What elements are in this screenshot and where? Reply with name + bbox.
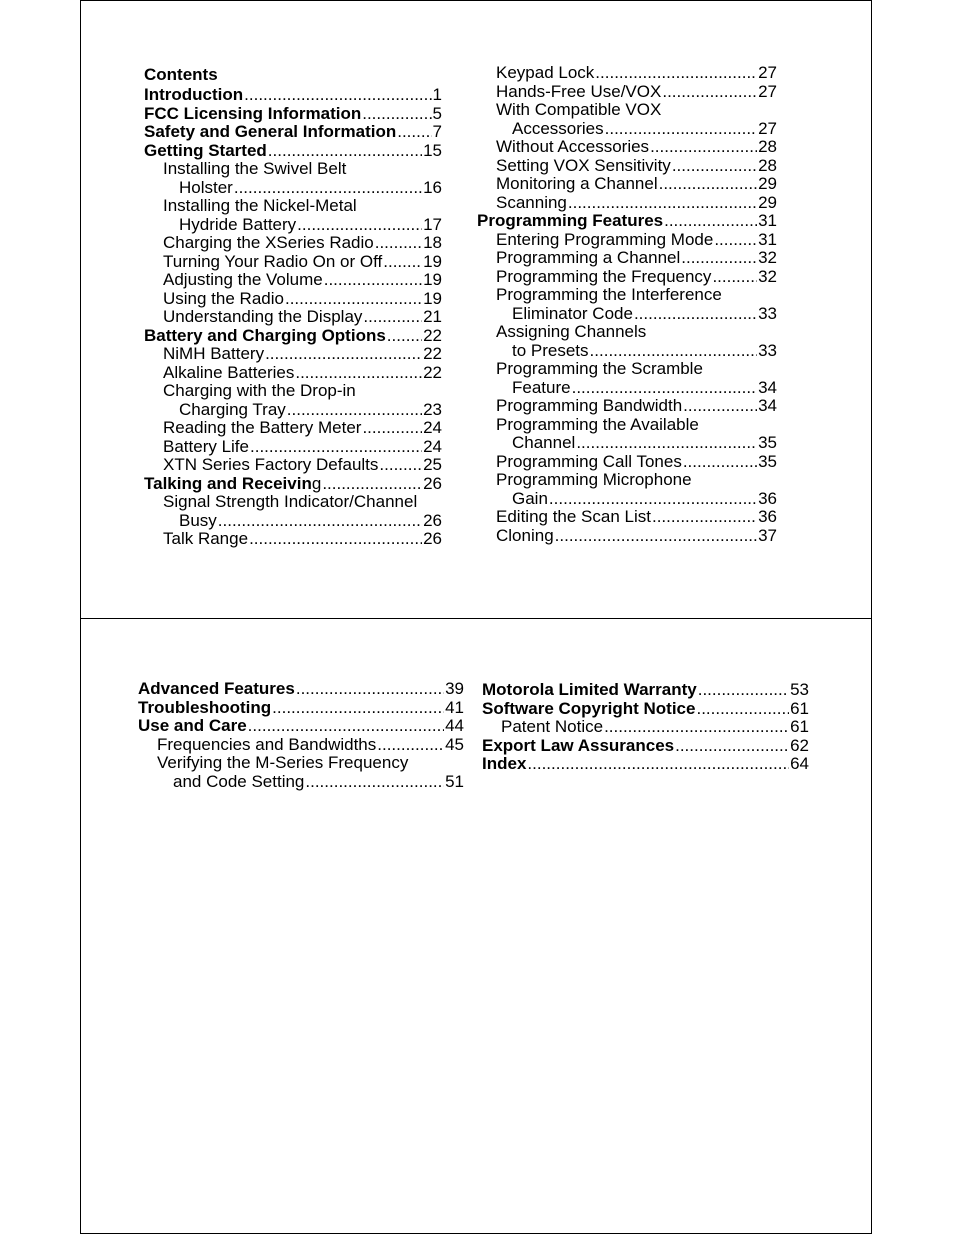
toc-entry-title: Export Law Assurances bbox=[482, 735, 675, 755]
toc-entry-title: NiMH Battery bbox=[163, 344, 265, 363]
toc-entry-title: Hands-Free Use/VOX bbox=[496, 81, 662, 101]
toc-dot-leader bbox=[712, 268, 757, 287]
toc-page-number: 21 bbox=[423, 307, 442, 326]
toc-chapter-entry[interactable] bbox=[482, 681, 809, 700]
toc-section-entry[interactable] bbox=[144, 234, 442, 253]
toc-page-number: 51 bbox=[445, 771, 464, 791]
toc-dot-leader bbox=[285, 290, 422, 309]
toc-dot-leader bbox=[549, 490, 757, 509]
toc-page-number: 19 bbox=[423, 251, 442, 271]
toc-dot-leader bbox=[363, 308, 422, 327]
toc-dot-leader bbox=[265, 345, 422, 364]
toc-entry-continued[interactable]: Installing the Swivel Belt bbox=[163, 159, 347, 178]
toc-dot-leader bbox=[244, 86, 431, 105]
toc-page-number: 31 bbox=[758, 211, 777, 230]
toc-page-number: 31 bbox=[758, 229, 777, 249]
toc-chapter-entry[interactable] bbox=[482, 755, 809, 774]
toc-page-number: 32 bbox=[758, 266, 777, 286]
toc-dot-leader bbox=[555, 527, 757, 546]
toc-entry-continued[interactable]: Programming the Scramble bbox=[496, 359, 703, 378]
toc-dot-leader bbox=[387, 327, 422, 346]
toc-column-right-bottom bbox=[482, 681, 809, 774]
toc-entry-title: Programming Call Tones bbox=[496, 451, 682, 471]
toc-entry-title: Using the Radio bbox=[163, 288, 284, 308]
toc-dot-leader bbox=[650, 138, 757, 157]
toc-page-number: 15 bbox=[423, 140, 442, 160]
toc-entry-title: Talking and Receiving bbox=[144, 473, 322, 493]
toc-dot-leader bbox=[664, 212, 757, 231]
toc-dot-leader bbox=[714, 231, 757, 250]
toc-page-number: 27 bbox=[758, 118, 777, 138]
toc-dot-leader bbox=[659, 175, 757, 194]
toc-entry-title: Gain bbox=[512, 488, 548, 508]
toc-chapter-entry[interactable] bbox=[138, 680, 464, 699]
toc-section-entry[interactable] bbox=[144, 456, 442, 475]
toc-page-number: 32 bbox=[758, 248, 777, 267]
toc-page-number: 33 bbox=[758, 340, 777, 360]
toc-dot-leader bbox=[683, 453, 757, 472]
toc-entry-title: Setting VOX Sensitivity bbox=[496, 155, 671, 175]
toc-section-entry[interactable] bbox=[144, 253, 442, 272]
toc-page-number: 18 bbox=[423, 233, 442, 252]
toc-entry-title: Turning Your Radio On or Off bbox=[163, 251, 383, 271]
toc-section-entry[interactable] bbox=[144, 530, 442, 549]
toc-dot-leader bbox=[634, 305, 757, 324]
toc-dot-leader bbox=[322, 475, 422, 494]
toc-page-number: 61 bbox=[790, 698, 809, 718]
toc-section-entry[interactable] bbox=[144, 345, 442, 364]
toc-page-number: 36 bbox=[758, 507, 777, 526]
toc-page-number: 34 bbox=[758, 377, 777, 397]
toc-page-number: 22 bbox=[423, 344, 442, 363]
toc-page-number: 36 bbox=[758, 488, 777, 508]
toc-section-entry[interactable] bbox=[477, 120, 777, 139]
toc-entry-title: Software Copyright Notice bbox=[482, 698, 696, 718]
toc-page-number: 19 bbox=[423, 270, 442, 289]
toc-section-entry[interactable] bbox=[477, 434, 777, 453]
toc-column-left-bottom bbox=[138, 680, 464, 791]
toc-entry-title: Holster bbox=[179, 177, 233, 197]
toc-entry-title: Adjusting the Volume bbox=[163, 270, 323, 289]
toc-dot-leader bbox=[681, 249, 757, 268]
toc-entry-title: Eliminator Code bbox=[512, 303, 633, 323]
toc-page-number: 26 bbox=[423, 529, 442, 548]
toc-section-entry[interactable] bbox=[477, 490, 777, 509]
toc-entry-title: Scanning bbox=[496, 192, 567, 212]
toc-section-entry[interactable] bbox=[144, 438, 442, 457]
toc-chapter-entry[interactable] bbox=[144, 475, 442, 494]
toc-entry-continued[interactable]: Verifying the M-Series Frequency bbox=[157, 753, 409, 772]
toc-chapter-entry[interactable] bbox=[144, 327, 442, 346]
toc-entry-title: Programming Features bbox=[477, 211, 664, 230]
toc-entry-title: Motorola Limited Warranty bbox=[482, 680, 697, 699]
toc-section-entry[interactable] bbox=[477, 194, 777, 213]
toc-section-entry[interactable] bbox=[144, 216, 442, 235]
toc-chapter-entry[interactable] bbox=[482, 700, 809, 719]
toc-section-entry[interactable] bbox=[477, 453, 777, 472]
toc-dot-leader bbox=[377, 736, 444, 755]
toc-entry-title: Understanding the Display bbox=[163, 307, 363, 326]
toc-section-entry[interactable] bbox=[482, 718, 809, 737]
toc-entry-continued[interactable]: Installing the Nickel-Metal bbox=[163, 196, 357, 215]
toc-dot-leader bbox=[250, 438, 422, 457]
toc-dot-leader bbox=[272, 699, 444, 718]
toc-page-number: 37 bbox=[758, 525, 777, 545]
toc-dot-leader bbox=[576, 434, 757, 453]
toc-section-entry[interactable] bbox=[477, 231, 777, 250]
toc-dot-leader bbox=[662, 83, 757, 102]
toc-section-entry[interactable] bbox=[477, 157, 777, 176]
toc-dot-leader bbox=[287, 401, 422, 420]
toc-entry-continued[interactable]: Programming the Available bbox=[496, 414, 699, 434]
toc-page-number: 16 bbox=[423, 177, 442, 197]
toc-entry-title: FCC Licensing Information bbox=[144, 103, 362, 123]
toc-column-left-top bbox=[144, 64, 442, 549]
toc-page-number: 22 bbox=[423, 362, 442, 382]
toc-page-number: 64 bbox=[790, 754, 809, 773]
toc-entry-title: Programming the Frequency bbox=[496, 266, 712, 286]
toc-entry-title: Safety and General Information bbox=[144, 122, 397, 141]
toc-section-entry[interactable] bbox=[144, 271, 442, 290]
toc-section-entry[interactable] bbox=[477, 249, 777, 268]
toc-entry-title: and Code Setting bbox=[173, 771, 305, 791]
toc-entry-continued[interactable]: With Compatible VOX bbox=[496, 100, 662, 119]
toc-dot-leader bbox=[605, 120, 757, 139]
toc-page-number: 19 bbox=[423, 288, 442, 308]
toc-page-number: 44 bbox=[445, 716, 464, 735]
toc-dot-leader bbox=[604, 718, 789, 737]
toc-entry-continued[interactable]: Signal Strength Indicator/Channel bbox=[163, 492, 418, 511]
toc-page-number: 27 bbox=[758, 63, 777, 82]
toc-dot-leader bbox=[590, 342, 758, 361]
toc-page-number: 24 bbox=[423, 436, 442, 456]
toc-entry-title: Battery and Charging Options bbox=[144, 325, 386, 345]
toc-section-entry[interactable] bbox=[138, 773, 464, 792]
toc-dot-leader bbox=[375, 234, 422, 253]
toc-chapter-entry[interactable] bbox=[144, 142, 442, 161]
toc-dot-leader bbox=[268, 142, 422, 161]
toc-dot-leader bbox=[675, 737, 789, 756]
toc-dot-leader bbox=[595, 64, 757, 83]
toc-page-number: 41 bbox=[445, 697, 464, 717]
toc-entry-title: Programming Bandwidth bbox=[496, 396, 683, 415]
toc-section-entry[interactable] bbox=[477, 379, 777, 398]
toc-entry-title: Getting Started bbox=[144, 140, 267, 160]
toc-dot-leader bbox=[397, 123, 431, 142]
toc-dot-leader bbox=[324, 271, 422, 290]
toc-dot-leader bbox=[683, 397, 757, 416]
toc-page-number: 25 bbox=[423, 455, 442, 474]
toc-page-number: 28 bbox=[758, 155, 777, 175]
toc-dot-leader bbox=[296, 680, 444, 699]
toc-entry-title: Hydride Battery bbox=[179, 214, 297, 234]
toc-dot-leader bbox=[234, 179, 422, 198]
toc-page-number: 29 bbox=[758, 174, 777, 193]
toc-chapter-entry[interactable] bbox=[482, 737, 809, 756]
toc-section-entry[interactable] bbox=[477, 342, 777, 361]
toc-section-entry[interactable] bbox=[144, 419, 442, 438]
toc-section-entry[interactable] bbox=[477, 527, 777, 546]
toc-entry-title: Advanced Features bbox=[138, 679, 295, 698]
toc-dot-leader bbox=[362, 105, 431, 124]
toc-page-number: 26 bbox=[423, 473, 442, 493]
toc-entry-continued[interactable]: Assigning Channels bbox=[496, 322, 647, 341]
toc-page-number: 17 bbox=[423, 214, 442, 234]
toc-chapter-entry[interactable] bbox=[144, 123, 442, 142]
toc-page-number: 29 bbox=[758, 192, 777, 212]
toc-section-entry[interactable] bbox=[144, 401, 442, 420]
toc-page-number: 33 bbox=[758, 303, 777, 323]
toc-dot-leader bbox=[249, 530, 422, 549]
toc-entry-title: Reading the Battery Meter bbox=[163, 418, 362, 437]
toc-page-number: 34 bbox=[758, 396, 777, 415]
toc-dot-leader bbox=[379, 456, 422, 475]
toc-dot-leader bbox=[527, 755, 789, 774]
toc-entry-continued[interactable]: Charging with the Drop-in bbox=[163, 381, 356, 400]
toc-page-number: 24 bbox=[423, 418, 442, 437]
toc-chapter-entry[interactable] bbox=[477, 212, 777, 231]
toc-section-entry[interactable] bbox=[477, 508, 777, 527]
toc-section-entry[interactable] bbox=[477, 397, 777, 416]
toc-section-entry[interactable] bbox=[477, 138, 777, 157]
toc-section-entry[interactable] bbox=[144, 512, 442, 531]
toc-entry-title: Monitoring a Channel bbox=[496, 174, 658, 193]
toc-page-number: 22 bbox=[423, 325, 442, 345]
toc-page-number: 35 bbox=[758, 433, 777, 452]
toc-entry-title: Troubleshooting bbox=[138, 697, 272, 717]
toc-entry-title: Charging Tray bbox=[179, 399, 286, 419]
toc-section-entry[interactable] bbox=[138, 736, 464, 755]
toc-dot-leader bbox=[652, 508, 757, 527]
toc-page-number: 61 bbox=[790, 717, 809, 736]
toc-entry-title: Introduction bbox=[144, 85, 244, 104]
toc-section-entry[interactable] bbox=[144, 290, 442, 309]
toc-dot-leader bbox=[572, 379, 757, 398]
toc-section-entry[interactable] bbox=[144, 308, 442, 327]
toc-entry-title: Cloning bbox=[496, 525, 554, 545]
toc-page-number: 7 bbox=[432, 122, 442, 141]
toc-entry-title: Programming a Channel bbox=[496, 248, 681, 267]
toc-dot-leader bbox=[698, 681, 789, 700]
toc-page-number: 53 bbox=[790, 680, 809, 699]
toc-page-number: 1 bbox=[432, 85, 442, 104]
toc-page-number: 26 bbox=[423, 510, 442, 530]
toc-entry-title: Talk Range bbox=[163, 529, 249, 548]
toc-chapter-entry[interactable] bbox=[138, 717, 464, 736]
toc-page-number: 62 bbox=[790, 735, 809, 755]
toc-page-number: 45 bbox=[445, 734, 464, 754]
toc-dot-leader bbox=[696, 700, 789, 719]
toc-entry-title: XTN Series Factory Defaults bbox=[163, 455, 379, 474]
toc-section-entry[interactable] bbox=[144, 179, 442, 198]
toc-page-number: 27 bbox=[758, 81, 777, 101]
toc-dot-leader bbox=[672, 157, 757, 176]
toc-page-number: 5 bbox=[432, 103, 442, 123]
toc-page-number: 39 bbox=[445, 679, 464, 698]
toc-section-entry[interactable] bbox=[144, 364, 442, 383]
toc-section-entry[interactable] bbox=[477, 268, 777, 287]
toc-entry-title: Index bbox=[482, 754, 527, 773]
toc-section-entry[interactable] bbox=[477, 64, 777, 83]
toc-chapter-entry[interactable] bbox=[144, 86, 442, 105]
toc-page-number: 35 bbox=[758, 451, 777, 471]
toc-entry-continued[interactable]: Programming the Interference bbox=[496, 285, 722, 304]
toc-dot-leader bbox=[248, 717, 444, 736]
toc-entry-title: Editing the Scan List bbox=[496, 507, 651, 526]
contents-heading: Contents bbox=[144, 65, 218, 84]
toc-page-number: 28 bbox=[758, 137, 777, 156]
toc-entry-title: to Presets bbox=[512, 340, 589, 360]
toc-chapter-entry[interactable] bbox=[138, 699, 464, 718]
toc-entry-title: Keypad Lock bbox=[496, 63, 595, 82]
toc-entry-title: Battery Life bbox=[163, 436, 249, 456]
toc-entry-title: Without Accessories bbox=[496, 137, 650, 156]
toc-entry-title: Patent Notice bbox=[501, 717, 604, 736]
toc-dot-leader bbox=[362, 419, 422, 438]
toc-entry-title: Alkaline Batteries bbox=[163, 362, 295, 382]
toc-entry-continued[interactable]: Programming Microphone bbox=[496, 470, 692, 489]
toc-entry-title: Frequencies and Bandwidths bbox=[157, 734, 377, 754]
toc-section-entry[interactable] bbox=[477, 175, 777, 194]
toc-dot-leader bbox=[568, 194, 757, 213]
toc-section-entry[interactable] bbox=[477, 305, 777, 324]
toc-chapter-entry[interactable] bbox=[144, 105, 442, 124]
toc-column-right-top bbox=[477, 64, 777, 545]
toc-entry-title: Busy bbox=[179, 510, 217, 530]
toc-dot-leader bbox=[297, 216, 422, 235]
toc-entry-title: Charging the XSeries Radio bbox=[163, 233, 374, 252]
toc-dot-leader bbox=[305, 773, 444, 792]
toc-section-entry[interactable] bbox=[477, 83, 777, 102]
toc-dot-leader bbox=[295, 364, 422, 383]
toc-page-number: 23 bbox=[423, 399, 442, 419]
toc-entry-title: Accessories bbox=[512, 118, 604, 138]
toc-entry-title: Use and Care bbox=[138, 716, 247, 735]
toc-entry-title: Entering Programming Mode bbox=[496, 229, 714, 249]
toc-dot-leader bbox=[218, 512, 422, 531]
toc-entry-title: Feature bbox=[512, 377, 571, 397]
toc-entry-title: Channel bbox=[512, 433, 576, 452]
toc-dot-leader bbox=[383, 253, 422, 272]
